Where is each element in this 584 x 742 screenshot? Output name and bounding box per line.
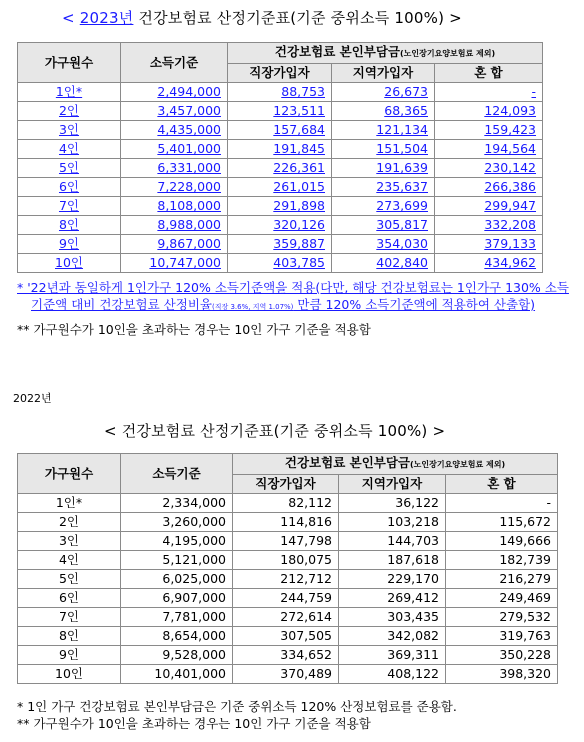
header-mixed: 혼 합 — [446, 475, 558, 494]
household-cell[interactable]: 5인 — [18, 159, 121, 178]
regional-cell: 342,082 — [339, 627, 446, 646]
employee-cell[interactable]: 123,511 — [228, 102, 332, 121]
header-employee: 직장가입자 — [228, 64, 332, 83]
household-cell: 6인 — [18, 589, 121, 608]
income-cell: 6,907,000 — [121, 589, 233, 608]
header-group-note: (노인장기요양보험료 제외) — [410, 460, 506, 469]
header-income: 소득기준 — [121, 454, 233, 494]
table-row — [18, 102, 543, 121]
household-cell[interactable]: 3인 — [18, 121, 121, 140]
header-group — [228, 43, 543, 64]
mixed-cell[interactable]: 194,564 — [435, 140, 543, 159]
employee-cell: 212,712 — [233, 570, 339, 589]
header-income: 소득기준 — [121, 43, 228, 83]
income-cell: 4,195,000 — [121, 532, 233, 551]
employee-cell[interactable]: 88,753 — [228, 83, 332, 102]
income-cell[interactable]: 3,457,000 — [121, 102, 228, 121]
income-cell: 3,260,000 — [121, 513, 233, 532]
table-row — [18, 608, 558, 627]
note-2023-1b-end: 만큼 120% 소득기준액에 적용하여 산출함) — [293, 297, 536, 312]
table-row — [18, 589, 558, 608]
employee-cell[interactable]: 191,845 — [228, 140, 332, 159]
household-cell[interactable]: 9인 — [18, 235, 121, 254]
regional-cell: 103,218 — [339, 513, 446, 532]
table-row — [18, 121, 543, 140]
header-household: 가구원수 — [18, 43, 121, 83]
income-cell: 2,334,000 — [121, 494, 233, 513]
household-cell[interactable]: 10인 — [18, 254, 121, 273]
header-group-label: 건강보험료 본인부담금 — [284, 455, 410, 470]
note-2023-2: ** 가구원수가 10인을 초과하는 경우는 10인 가구 기준을 적용함 — [17, 322, 371, 337]
income-cell: 10,401,000 — [121, 665, 233, 684]
regional-cell: 303,435 — [339, 608, 446, 627]
employee-cell: 82,112 — [233, 494, 339, 513]
regional-cell: 187,618 — [339, 551, 446, 570]
note-2022-2: ** 가구원수가 10인을 초과하는 경우는 10인 가구 기준을 적용함 — [17, 716, 371, 731]
regional-cell: 229,170 — [339, 570, 446, 589]
title-2022: < 건강보험료 산정기준표(기준 중위소득 100%) > — [104, 422, 446, 440]
income-cell: 9,528,000 — [121, 646, 233, 665]
regional-cell: 369,311 — [339, 646, 446, 665]
table-row — [18, 665, 558, 684]
income-cell[interactable]: 8,988,000 — [121, 216, 228, 235]
household-cell[interactable]: 6인 — [18, 178, 121, 197]
title-rest: 건강보험료 산정기준표(기준 중위소득 100%) > — [133, 9, 462, 27]
table-row — [18, 532, 558, 551]
household-cell[interactable]: 7인 — [18, 197, 121, 216]
mixed-cell: 115,672 — [446, 513, 558, 532]
employee-cell[interactable]: 291,898 — [228, 197, 332, 216]
income-cell[interactable]: 2,494,000 — [121, 83, 228, 102]
employee-cell[interactable]: 157,684 — [228, 121, 332, 140]
mixed-cell: 149,666 — [446, 532, 558, 551]
household-cell: 3인 — [18, 532, 121, 551]
employee-cell: 272,614 — [233, 608, 339, 627]
household-cell: 8인 — [18, 627, 121, 646]
table-row — [18, 83, 543, 102]
income-cell[interactable]: 4,435,000 — [121, 121, 228, 140]
regional-cell[interactable]: 354,030 — [332, 235, 435, 254]
employee-cell: 307,505 — [233, 627, 339, 646]
mixed-cell: 319,763 — [446, 627, 558, 646]
regional-cell[interactable]: 26,673 — [332, 83, 435, 102]
employee-cell: 334,652 — [233, 646, 339, 665]
table-row — [18, 494, 558, 513]
mixed-cell[interactable]: - — [435, 83, 543, 102]
regional-cell: 408,122 — [339, 665, 446, 684]
regional-cell: 36,122 — [339, 494, 446, 513]
header-group — [233, 454, 558, 475]
regional-cell[interactable]: 273,699 — [332, 197, 435, 216]
employee-cell: 147,798 — [233, 532, 339, 551]
note-2023-1a[interactable]: * '22년과 동일하게 1인가구 120% 소득기준액을 적용(다만, 해당 건강보험료는 1인가구 130% 소득 — [17, 280, 569, 295]
title-2023 — [62, 7, 462, 28]
employee-cell: 114,816 — [233, 513, 339, 532]
mixed-cell: 398,320 — [446, 665, 558, 684]
regional-cell[interactable]: 68,365 — [332, 102, 435, 121]
table-row — [18, 627, 558, 646]
header-regional: 지역가입자 — [339, 475, 446, 494]
income-cell[interactable]: 9,867,000 — [121, 235, 228, 254]
mixed-cell[interactable]: 159,423 — [435, 121, 543, 140]
regional-cell[interactable]: 191,639 — [332, 159, 435, 178]
title-year[interactable]: 2023년 — [79, 9, 134, 27]
household-cell: 5인 — [18, 570, 121, 589]
table-row — [18, 216, 543, 235]
household-cell[interactable]: 4인 — [18, 140, 121, 159]
income-cell[interactable]: 10,747,000 — [121, 254, 228, 273]
table-row — [18, 513, 558, 532]
mixed-cell[interactable]: 299,947 — [435, 197, 543, 216]
employee-cell[interactable]: 403,785 — [228, 254, 332, 273]
household-cell: 1인* — [18, 494, 121, 513]
regional-cell[interactable]: 151,504 — [332, 140, 435, 159]
income-cell: 7,781,000 — [121, 608, 233, 627]
mixed-cell[interactable]: 379,133 — [435, 235, 543, 254]
household-cell: 2인 — [18, 513, 121, 532]
table-row — [18, 570, 558, 589]
income-cell: 6,025,000 — [121, 570, 233, 589]
household-cell[interactable]: 1인* — [18, 83, 121, 102]
header-group-note: (노인장기요양보험료 제외) — [400, 49, 496, 58]
regional-cell: 269,412 — [339, 589, 446, 608]
table-row — [18, 140, 543, 159]
income-cell: 8,654,000 — [121, 627, 233, 646]
mixed-cell: - — [446, 494, 558, 513]
mixed-cell[interactable]: 266,386 — [435, 178, 543, 197]
table-2023 — [17, 42, 543, 273]
regional-cell[interactable]: 402,840 — [332, 254, 435, 273]
header-regional: 지역가입자 — [332, 64, 435, 83]
household-cell[interactable]: 8인 — [18, 216, 121, 235]
income-cell[interactable]: 6,331,000 — [121, 159, 228, 178]
income-cell[interactable]: 8,108,000 — [121, 197, 228, 216]
regional-cell[interactable]: 235,637 — [332, 178, 435, 197]
employee-cell[interactable]: 261,015 — [228, 178, 332, 197]
title-open: < — [62, 9, 80, 27]
mixed-cell: 350,228 — [446, 646, 558, 665]
note-2023-1b-small: (직장 3.6%, 지역 1.07%) — [211, 303, 294, 311]
household-cell[interactable]: 2인 — [18, 102, 121, 121]
table-2022 — [17, 453, 558, 684]
note-2023-1b-start: 기준액 대비 건강보험료 산정비율 — [31, 297, 212, 312]
table-row — [18, 178, 543, 197]
header-mixed: 혼 합 — [435, 64, 543, 83]
household-cell: 10인 — [18, 665, 121, 684]
employee-cell: 180,075 — [233, 551, 339, 570]
mixed-cell[interactable]: 434,962 — [435, 254, 543, 273]
mixed-cell: 249,469 — [446, 589, 558, 608]
mixed-cell[interactable]: 230,142 — [435, 159, 543, 178]
regional-cell: 144,703 — [339, 532, 446, 551]
header-group-label: 건강보험료 본인부담금 — [274, 44, 400, 59]
table-2023-body — [18, 83, 543, 273]
header-employee: 직장가입자 — [233, 475, 339, 494]
income-cell[interactable]: 7,228,000 — [121, 178, 228, 197]
table-row — [18, 551, 558, 570]
regional-cell[interactable]: 121,134 — [332, 121, 435, 140]
table-row — [18, 159, 543, 178]
mixed-cell[interactable]: 332,208 — [435, 216, 543, 235]
note-2023-1b[interactable] — [17, 296, 569, 316]
household-cell: 4인 — [18, 551, 121, 570]
mixed-cell[interactable]: 124,093 — [435, 102, 543, 121]
regional-cell[interactable]: 305,817 — [332, 216, 435, 235]
household-cell: 7인 — [18, 608, 121, 627]
note-2023-1 — [17, 279, 569, 316]
employee-cell[interactable]: 359,887 — [228, 235, 332, 254]
mixed-cell: 216,279 — [446, 570, 558, 589]
employee-cell: 244,759 — [233, 589, 339, 608]
income-cell: 5,121,000 — [121, 551, 233, 570]
header-household: 가구원수 — [18, 454, 121, 494]
mixed-cell: 182,739 — [446, 551, 558, 570]
employee-cell[interactable]: 226,361 — [228, 159, 332, 178]
note-2022-1: * 1인 가구 건강보험료 본인부담금은 기준 중위소득 120% 산정보험료를 준용함. — [17, 699, 457, 714]
table-row — [18, 197, 543, 216]
income-cell[interactable]: 5,401,000 — [121, 140, 228, 159]
table-row — [18, 254, 543, 273]
table-row — [18, 646, 558, 665]
household-cell: 9인 — [18, 646, 121, 665]
table-2022-body — [18, 494, 558, 684]
employee-cell: 370,489 — [233, 665, 339, 684]
employee-cell[interactable]: 320,126 — [228, 216, 332, 235]
year-label: 2022년 — [13, 392, 52, 405]
table-row — [18, 235, 543, 254]
mixed-cell: 279,532 — [446, 608, 558, 627]
